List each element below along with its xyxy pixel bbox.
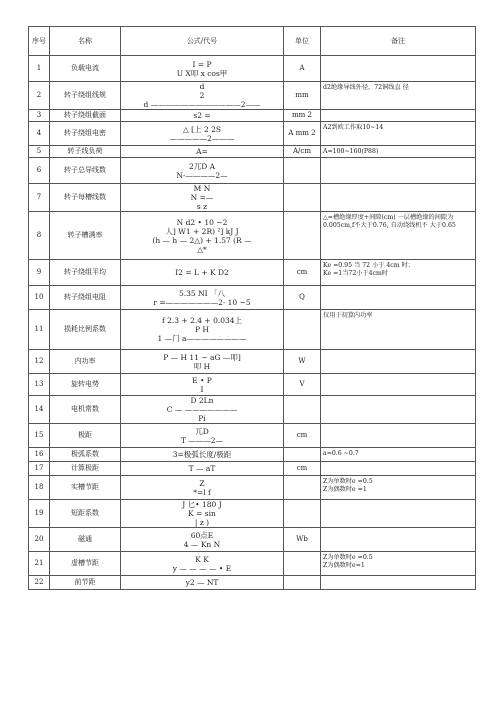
row-formula: D 2Ln C — ——————— Pi: [121, 396, 284, 424]
row-formula: y2 — NT: [121, 576, 284, 590]
row-number: 9: [29, 260, 50, 286]
row-name: 转子槽满率: [50, 212, 121, 260]
table-body: [29, 56, 476, 590]
row-unit: mm 2: [284, 110, 321, 122]
row-remark: [321, 350, 476, 374]
table-row: [29, 500, 476, 528]
row-unit: [284, 448, 321, 462]
table-row: [29, 310, 476, 350]
row-number: 19: [29, 500, 50, 528]
row-remark: △=槽绝缘厚度+间隙(cm) 一层槽绝缘的间隙为0.005cm,f不大于0.76, 自动绕线机不 大于0.65: [321, 212, 476, 260]
table-row: [29, 552, 476, 576]
row-unit: Wb: [284, 528, 321, 552]
row-number: 17: [29, 462, 50, 476]
row-number: 5: [29, 146, 50, 158]
row-name: 前节距: [50, 576, 121, 590]
table-row: [29, 82, 476, 110]
table-row: [29, 110, 476, 122]
header-unit: 单位: [284, 27, 321, 56]
row-unit: V: [284, 374, 321, 396]
table-row: [29, 158, 476, 184]
row-formula: I = P U X叩 x cos甲: [121, 56, 284, 82]
row-remark: Z为单数时e =0.5 Z为偶数时e =1: [321, 476, 476, 500]
table-row: [29, 462, 476, 476]
row-formula: P — H 11 ~ aG —叩] 叩 H: [121, 350, 284, 374]
row-unit: [284, 212, 321, 260]
row-name: 短距系数: [50, 500, 121, 528]
row-name: 极距: [50, 424, 121, 448]
row-formula: 5.35 NI 「八 r =———————2· 10 ~5: [121, 286, 284, 310]
row-unit: [284, 158, 321, 184]
row-remark: [321, 528, 476, 552]
row-formula: E • P I: [121, 374, 284, 396]
row-unit: [284, 396, 321, 424]
row-remark: [321, 576, 476, 590]
table-row: [29, 528, 476, 552]
row-name: 负载电流: [50, 56, 121, 82]
row-remark: [321, 396, 476, 424]
row-unit: cm: [284, 424, 321, 448]
row-name: 转子绕组平均: [50, 260, 121, 286]
row-number: 10: [29, 286, 50, 310]
row-formula: I2 = L + K D2: [121, 260, 284, 286]
row-number: 16: [29, 448, 50, 462]
row-name: 电机常数: [50, 396, 121, 424]
row-formula: N d2 • 10 ~2 人] W1 + 2R) ²] kJ J (h — h — 2△) + 1.57 (R — △*: [121, 212, 284, 260]
row-formula: f 2.3 + 2.4 + 0.034上 P H 1 —门 a————————: [121, 310, 284, 350]
row-number: 7: [29, 184, 50, 212]
table-row: [29, 424, 476, 448]
parameter-table: [28, 26, 476, 590]
row-remark: 仅用于初算内功率: [321, 310, 476, 350]
row-name: 损耗比例系数: [50, 310, 121, 350]
row-number: 11: [29, 310, 50, 350]
row-formula: T — aT: [121, 462, 284, 476]
table-row: [29, 56, 476, 82]
table-row: [29, 476, 476, 500]
row-formula: Z *=l f: [121, 476, 284, 500]
row-remark: [321, 110, 476, 122]
row-name: 转子每槽线数: [50, 184, 121, 212]
row-formula: K K y — — — — • E: [121, 552, 284, 576]
row-remark: [321, 158, 476, 184]
row-unit: [284, 310, 321, 350]
table-row: [29, 350, 476, 374]
header-no: 序号: [29, 27, 50, 56]
row-number: 14: [29, 396, 50, 424]
row-number: 8: [29, 212, 50, 260]
row-unit: A mm 2: [284, 122, 321, 146]
row-number: 6: [29, 158, 50, 184]
row-formula: A=: [121, 146, 284, 158]
table-row: [29, 260, 476, 286]
table-row: [29, 146, 476, 158]
row-remark: [321, 424, 476, 448]
row-name: 极弧系数: [50, 448, 121, 462]
row-number: 12: [29, 350, 50, 374]
row-remark: d2绝缘导线外径，72铜线直 径: [321, 82, 476, 110]
row-unit: [284, 476, 321, 500]
table-row: [29, 374, 476, 396]
row-name: 转子绕组线规: [50, 82, 121, 110]
row-remark: [321, 286, 476, 310]
table-row: [29, 448, 476, 462]
table-row: [29, 286, 476, 310]
row-formula: J 匕• 180 J K = sin | z ): [121, 500, 284, 528]
row-name: 转子绕组电密: [50, 122, 121, 146]
row-unit: mm: [284, 82, 321, 110]
row-formula: s2 =: [121, 110, 284, 122]
row-name: 计算极距: [50, 462, 121, 476]
row-name: 旋转电势: [50, 374, 121, 396]
row-unit: cm: [284, 462, 321, 476]
header-name: 名称: [50, 27, 121, 56]
row-unit: [284, 500, 321, 528]
row-unit: W: [284, 350, 321, 374]
header-remark: 备注: [321, 27, 476, 56]
row-formula: 2兀D A N-————2—: [121, 158, 284, 184]
header-formula: 公式/代号: [121, 27, 284, 56]
table-row: [29, 184, 476, 212]
row-remark: [321, 462, 476, 476]
row-remark: Ke =0.95 当 72 小于 4cm 时； Ke =1当72小于4cm时: [321, 260, 476, 286]
row-unit: [284, 576, 321, 590]
row-number: 22: [29, 576, 50, 590]
row-number: 18: [29, 476, 50, 500]
row-name: 虚槽节距: [50, 552, 121, 576]
row-remark: a=0.6 ~0.7: [321, 448, 476, 462]
row-remark: Z为单数时e =0.5 Z为偶数时e=1: [321, 552, 476, 576]
row-number: 2: [29, 82, 50, 110]
row-number: 13: [29, 374, 50, 396]
row-name: 转子线负荷: [50, 146, 121, 158]
row-formula: 60点E 4 — Kn N: [121, 528, 284, 552]
table-row: [29, 396, 476, 424]
row-unit: cm: [284, 260, 321, 286]
row-unit: A/cm: [284, 146, 321, 158]
row-number: 21: [29, 552, 50, 576]
row-name: 实槽节距: [50, 476, 121, 500]
row-remark: [321, 184, 476, 212]
row-unit: [284, 552, 321, 576]
table-row: [29, 212, 476, 260]
table-row: [29, 576, 476, 590]
row-formula: 3=极弧长度/极距: [121, 448, 284, 462]
row-name: 转子绕组电阻: [50, 286, 121, 310]
row-number: 20: [29, 528, 50, 552]
row-unit: A: [284, 56, 321, 82]
row-unit: Q: [284, 286, 321, 310]
row-remark: A=100~160(P88): [321, 146, 476, 158]
row-unit: [284, 184, 321, 212]
row-formula: △ [上 2 2S —————2———: [121, 122, 284, 146]
table-row: [29, 122, 476, 146]
row-formula: 兀D T ———2—: [121, 424, 284, 448]
row-name: 磁通: [50, 528, 121, 552]
row-remark: [321, 374, 476, 396]
row-number: 3: [29, 110, 50, 122]
row-formula: M N N =— s z: [121, 184, 284, 212]
row-number: 1: [29, 56, 50, 82]
row-remark: [321, 56, 476, 82]
row-number: 15: [29, 424, 50, 448]
row-remark: [321, 500, 476, 528]
row-name: 转子绕组截面: [50, 110, 121, 122]
row-name: 转子总导线数: [50, 158, 121, 184]
row-name: 内功率: [50, 350, 121, 374]
row-remark: A2到欧工作取10~14: [321, 122, 476, 146]
row-number: 4: [29, 122, 50, 146]
row-formula: d 2 d ————————————2——: [121, 82, 284, 110]
table-header-row: [29, 27, 476, 56]
